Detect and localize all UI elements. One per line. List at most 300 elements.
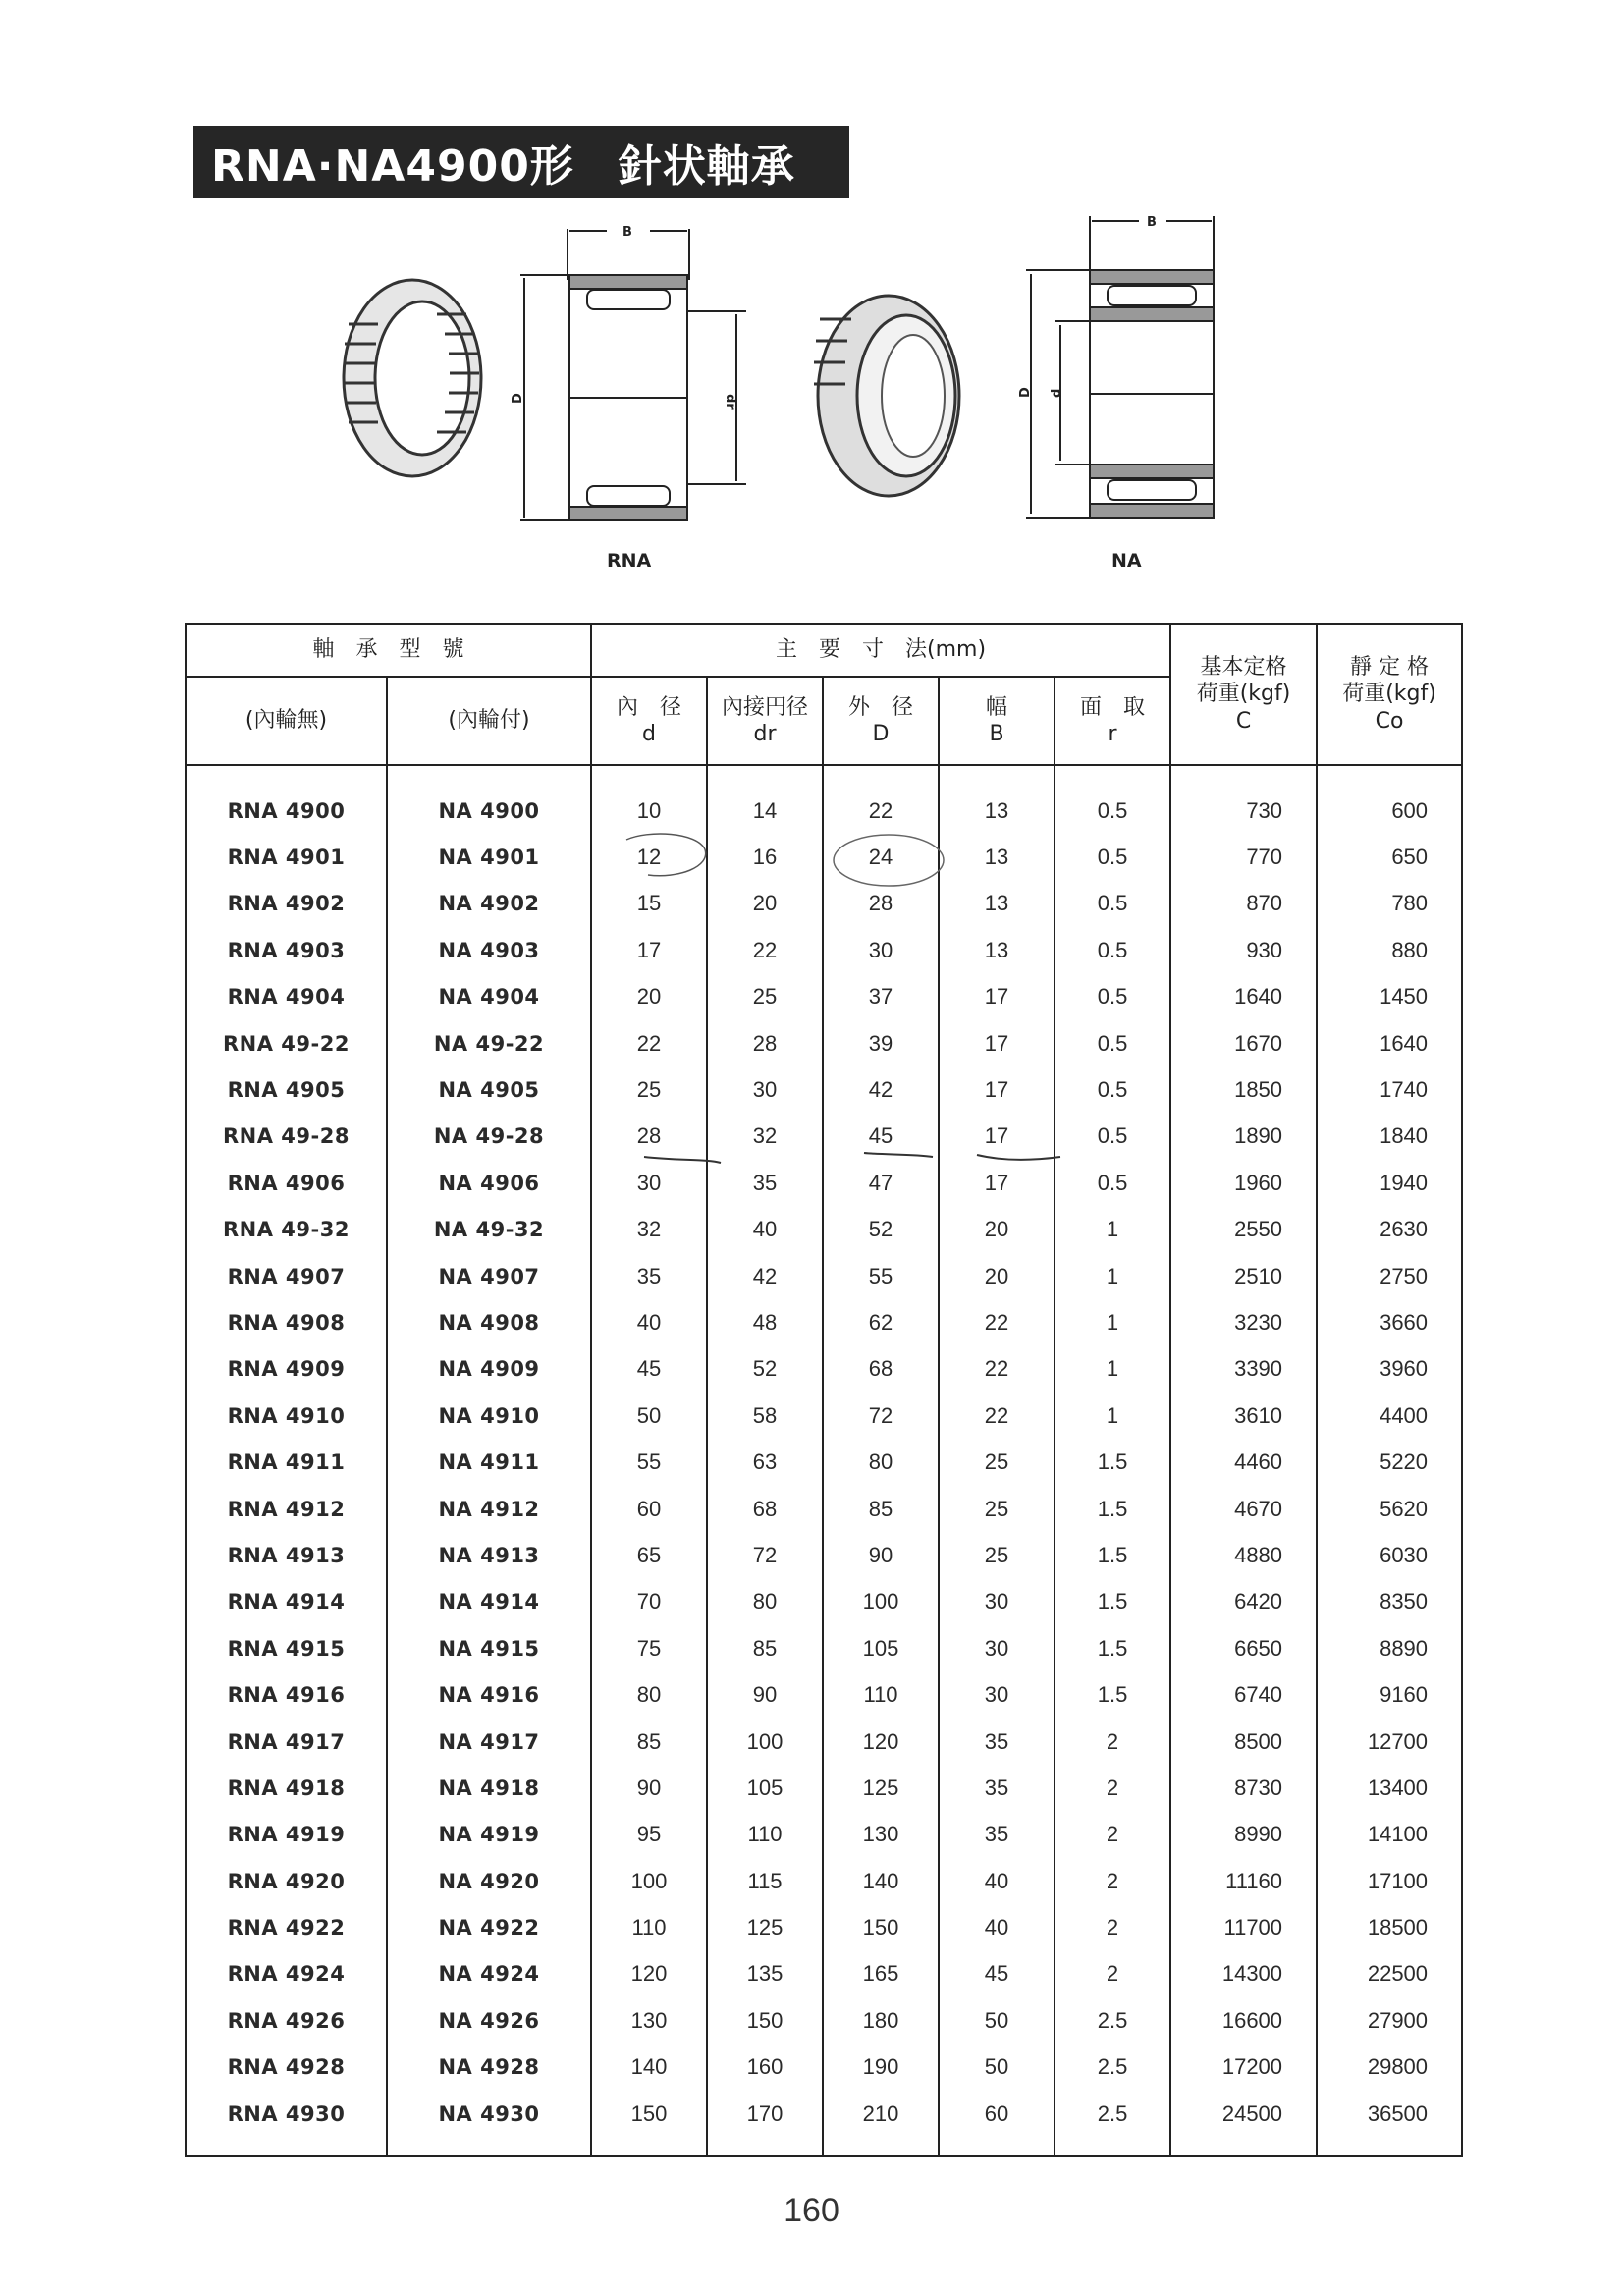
cell-static-load: 36500 (1317, 2091, 1462, 2137)
cell-outer-diameter: 52 (823, 1207, 939, 1253)
header-bearing-model: 軸 承 型 號 (186, 624, 591, 677)
cell-model-with-inner: NA 4903 (387, 927, 591, 973)
cell-inner-diameter: 140 (591, 2045, 707, 2091)
cell-model-with-inner: NA 4912 (387, 1486, 591, 1532)
cell-model-no-inner: RNA 4913 (186, 1532, 387, 1578)
cell-model-no-inner: RNA 4903 (186, 927, 387, 973)
cell-inner-diameter: 15 (591, 881, 707, 927)
cell-inner-diameter: 100 (591, 1858, 707, 1904)
cell-inner-diameter: 17 (591, 927, 707, 973)
cell-inscribed-diameter: 16 (707, 834, 823, 880)
na-outer-d-label: D (1018, 387, 1033, 398)
cell-outer-diameter: 125 (823, 1765, 939, 1811)
cell-chamfer: 1.5 (1055, 1486, 1170, 1532)
cell-chamfer: 2 (1055, 1951, 1170, 1997)
cell-inscribed-diameter: 170 (707, 2091, 823, 2137)
cell-chamfer: 1 (1055, 1346, 1170, 1393)
cell-model-with-inner: NA 4905 (387, 1066, 591, 1113)
cell-outer-diameter: 165 (823, 1951, 939, 1997)
page-number: 160 (784, 2192, 839, 2229)
rna-d-label: D (511, 393, 525, 404)
cell-inner-diameter: 150 (591, 2091, 707, 2137)
table-row (186, 1439, 1462, 1485)
cell-inscribed-diameter: 14 (707, 788, 823, 834)
cell-model-no-inner: RNA 4905 (186, 1066, 387, 1113)
header-without-inner-ring: (內輪無) (186, 677, 387, 765)
cell-outer-diameter: 72 (823, 1393, 939, 1439)
cell-outer-diameter: 190 (823, 2045, 939, 2091)
cell-static-load: 3960 (1317, 1346, 1462, 1393)
cell-dynamic-load: 1890 (1170, 1114, 1317, 1160)
cell-inscribed-diameter: 80 (707, 1579, 823, 1625)
table-row (186, 1532, 1462, 1578)
table-row (186, 1160, 1462, 1206)
cell-inscribed-diameter: 115 (707, 1858, 823, 1904)
cell-width: 45 (939, 1951, 1055, 1997)
cell-chamfer: 2 (1055, 1765, 1170, 1811)
header-inner-diameter: 內 径 d (591, 677, 707, 765)
cell-static-load: 8890 (1317, 1625, 1462, 1671)
cell-chamfer: 0.5 (1055, 1114, 1170, 1160)
cell-inner-diameter: 50 (591, 1393, 707, 1439)
bearing-spec-table (185, 623, 1463, 2157)
cell-outer-diameter: 105 (823, 1625, 939, 1671)
table-row (186, 834, 1462, 880)
cell-width: 17 (939, 974, 1055, 1020)
cell-width: 50 (939, 1997, 1055, 2044)
cell-static-load: 18500 (1317, 1904, 1462, 1950)
cell-dynamic-load: 6650 (1170, 1625, 1317, 1671)
cell-dynamic-load: 930 (1170, 927, 1317, 973)
cell-model-no-inner: RNA 4909 (186, 1346, 387, 1393)
cell-outer-diameter: 42 (823, 1066, 939, 1113)
cell-dynamic-load: 11160 (1170, 1858, 1317, 1904)
cell-outer-diameter: 140 (823, 1858, 939, 1904)
cell-static-load: 1450 (1317, 974, 1462, 1020)
cell-width: 35 (939, 1765, 1055, 1811)
header-basic-dynamic-load: 基本定格 荷重(kgf) C (1170, 624, 1317, 765)
cell-model-no-inner: RNA 4926 (186, 1997, 387, 2044)
cell-inner-diameter: 45 (591, 1346, 707, 1393)
cell-dynamic-load: 2550 (1170, 1207, 1317, 1253)
cell-model-with-inner: NA 4906 (387, 1160, 591, 1206)
table-row (186, 1299, 1462, 1345)
table-row (186, 1671, 1462, 1718)
page-title: RNA·NA4900形 針状軸承 (193, 126, 849, 198)
cell-dynamic-load: 4460 (1170, 1439, 1317, 1485)
cell-dynamic-load: 770 (1170, 834, 1317, 880)
cell-chamfer: 2.5 (1055, 1997, 1170, 2044)
cell-outer-diameter: 130 (823, 1812, 939, 1858)
cell-inscribed-diameter: 125 (707, 1904, 823, 1950)
cell-model-with-inner: NA 4904 (387, 974, 591, 1020)
cell-outer-diameter: 110 (823, 1671, 939, 1718)
cell-inner-diameter: 10 (591, 788, 707, 834)
cell-static-load: 4400 (1317, 1393, 1462, 1439)
cell-model-with-inner: NA 4907 (387, 1253, 591, 1299)
cell-inner-diameter: 55 (591, 1439, 707, 1485)
cell-outer-diameter: 22 (823, 788, 939, 834)
cell-inner-diameter: 110 (591, 1904, 707, 1950)
cell-dynamic-load: 4880 (1170, 1532, 1317, 1578)
cell-chamfer: 0.5 (1055, 881, 1170, 927)
cell-static-load: 1940 (1317, 1160, 1462, 1206)
cell-model-with-inner: NA 4908 (387, 1299, 591, 1345)
cell-outer-diameter: 68 (823, 1346, 939, 1393)
table-row (186, 1114, 1462, 1160)
cell-inner-diameter: 32 (591, 1207, 707, 1253)
cell-model-with-inner: NA 4924 (387, 1951, 591, 1997)
cell-width: 13 (939, 927, 1055, 973)
rna-dr-label: dr (723, 394, 737, 410)
cell-model-no-inner: RNA 4930 (186, 2091, 387, 2137)
cell-static-load: 6030 (1317, 1532, 1462, 1578)
header-basic-static-load: 靜 定 格 荷重(kgf) Co (1317, 624, 1462, 765)
cell-inner-diameter: 85 (591, 1719, 707, 1765)
cell-width: 25 (939, 1486, 1055, 1532)
cell-width: 40 (939, 1904, 1055, 1950)
cell-width: 40 (939, 1858, 1055, 1904)
cell-dynamic-load: 17200 (1170, 2045, 1317, 2091)
cell-model-no-inner: RNA 49-32 (186, 1207, 387, 1253)
cell-chamfer: 1.5 (1055, 1439, 1170, 1485)
cell-outer-diameter: 37 (823, 974, 939, 1020)
cell-inner-diameter: 75 (591, 1625, 707, 1671)
cell-chamfer: 1 (1055, 1207, 1170, 1253)
header-inscribed-diameter: 內接円径 dr (707, 677, 823, 765)
table-row (186, 1066, 1462, 1113)
cell-dynamic-load: 1960 (1170, 1160, 1317, 1206)
cell-static-load: 29800 (1317, 2045, 1462, 2091)
cell-model-no-inner: RNA 4922 (186, 1904, 387, 1950)
cell-width: 20 (939, 1207, 1055, 1253)
cell-model-no-inner: RNA 4915 (186, 1625, 387, 1671)
rna-section-drawing (511, 221, 746, 535)
cell-static-load: 1840 (1317, 1114, 1462, 1160)
cell-model-no-inner: RNA 4924 (186, 1951, 387, 1997)
na-caption: NA (1111, 550, 1142, 572)
cell-inner-diameter: 130 (591, 1997, 707, 2044)
cell-inscribed-diameter: 160 (707, 2045, 823, 2091)
cell-inner-diameter: 70 (591, 1579, 707, 1625)
cell-model-with-inner: NA 4914 (387, 1579, 591, 1625)
cell-outer-diameter: 100 (823, 1579, 939, 1625)
table-row (186, 1207, 1462, 1253)
cell-model-no-inner: RNA 4917 (186, 1719, 387, 1765)
cell-inner-diameter: 40 (591, 1299, 707, 1345)
table-row (186, 974, 1462, 1020)
cell-inner-diameter: 35 (591, 1253, 707, 1299)
cell-chamfer: 1.5 (1055, 1579, 1170, 1625)
header-chamfer: 面 取 r (1055, 677, 1170, 765)
cell-model-no-inner: RNA 4916 (186, 1671, 387, 1718)
cell-width: 35 (939, 1812, 1055, 1858)
cell-dynamic-load: 6740 (1170, 1671, 1317, 1718)
cell-static-load: 780 (1317, 881, 1462, 927)
cell-dynamic-load: 8730 (1170, 1765, 1317, 1811)
cell-inscribed-diameter: 28 (707, 1020, 823, 1066)
cell-outer-diameter: 39 (823, 1020, 939, 1066)
cell-dynamic-load: 870 (1170, 881, 1317, 927)
cell-inner-diameter: 90 (591, 1765, 707, 1811)
cell-width: 13 (939, 834, 1055, 880)
cell-static-load: 2630 (1317, 1207, 1462, 1253)
cell-model-with-inner: NA 49-22 (387, 1020, 591, 1066)
cell-model-with-inner: NA 4915 (387, 1625, 591, 1671)
cell-static-load: 5220 (1317, 1439, 1462, 1485)
cell-static-load: 5620 (1317, 1486, 1462, 1532)
cell-model-no-inner: RNA 4918 (186, 1765, 387, 1811)
cell-static-load: 8350 (1317, 1579, 1462, 1625)
cell-inscribed-diameter: 48 (707, 1299, 823, 1345)
cell-width: 50 (939, 2045, 1055, 2091)
cell-outer-diameter: 45 (823, 1114, 939, 1160)
cell-inner-diameter: 28 (591, 1114, 707, 1160)
cell-chamfer: 1.5 (1055, 1671, 1170, 1718)
cell-inner-diameter: 60 (591, 1486, 707, 1532)
table-row (186, 1951, 1462, 1997)
cell-model-no-inner: RNA 4900 (186, 788, 387, 834)
cell-model-with-inner: NA 4916 (387, 1671, 591, 1718)
cell-inscribed-diameter: 150 (707, 1997, 823, 2044)
cell-outer-diameter: 24 (823, 834, 939, 880)
table-row (186, 1393, 1462, 1439)
cell-model-no-inner: RNA 4919 (186, 1812, 387, 1858)
cell-model-with-inner: NA 4918 (387, 1765, 591, 1811)
cell-static-load: 27900 (1317, 1997, 1462, 2044)
table-row (186, 1997, 1462, 2044)
table-row (186, 927, 1462, 973)
cell-static-load: 3660 (1317, 1299, 1462, 1345)
rna-caption: RNA (607, 550, 652, 572)
cell-inner-diameter: 120 (591, 1951, 707, 1997)
cell-static-load: 1640 (1317, 1020, 1462, 1066)
cell-width: 30 (939, 1625, 1055, 1671)
cell-model-with-inner: NA 4922 (387, 1904, 591, 1950)
cell-width: 13 (939, 788, 1055, 834)
cell-inscribed-diameter: 20 (707, 881, 823, 927)
cell-model-with-inner: NA 49-32 (387, 1207, 591, 1253)
cell-dynamic-load: 11700 (1170, 1904, 1317, 1950)
cell-model-with-inner: NA 4926 (387, 1997, 591, 2044)
cell-inscribed-diameter: 22 (707, 927, 823, 973)
na-b-label: B (1147, 215, 1157, 230)
cell-chamfer: 1 (1055, 1253, 1170, 1299)
cell-width: 17 (939, 1020, 1055, 1066)
cell-inscribed-diameter: 25 (707, 974, 823, 1020)
cell-width: 17 (939, 1114, 1055, 1160)
table-row (186, 1253, 1462, 1299)
cell-model-with-inner: NA 4901 (387, 834, 591, 880)
cell-dynamic-load: 6420 (1170, 1579, 1317, 1625)
cell-outer-diameter: 28 (823, 881, 939, 927)
cell-chamfer: 1 (1055, 1299, 1170, 1345)
cell-model-with-inner: NA 4902 (387, 881, 591, 927)
cell-model-with-inner: NA 4920 (387, 1858, 591, 1904)
cell-static-load: 22500 (1317, 1951, 1462, 1997)
cell-dynamic-load: 24500 (1170, 2091, 1317, 2137)
cell-dynamic-load: 8990 (1170, 1812, 1317, 1858)
cell-inscribed-diameter: 90 (707, 1671, 823, 1718)
cell-inscribed-diameter: 105 (707, 1765, 823, 1811)
cell-inner-diameter: 25 (591, 1066, 707, 1113)
cell-dynamic-load: 3390 (1170, 1346, 1317, 1393)
header-with-inner-ring: (內輪付) (387, 677, 591, 765)
cell-chamfer: 0.5 (1055, 974, 1170, 1020)
table-row (186, 1904, 1462, 1950)
cell-model-no-inner: RNA 4914 (186, 1579, 387, 1625)
table-row (186, 881, 1462, 927)
cell-inner-diameter: 30 (591, 1160, 707, 1206)
cell-width: 60 (939, 2091, 1055, 2137)
cell-model-no-inner: RNA 4910 (186, 1393, 387, 1439)
cell-dynamic-load: 730 (1170, 788, 1317, 834)
table-row (186, 1858, 1462, 1904)
header-outer-diameter: 外 径 D (823, 677, 939, 765)
cell-chamfer: 1 (1055, 1393, 1170, 1439)
cell-static-load: 1740 (1317, 1066, 1462, 1113)
cell-inscribed-diameter: 58 (707, 1393, 823, 1439)
cell-inscribed-diameter: 100 (707, 1719, 823, 1765)
cell-width: 25 (939, 1439, 1055, 1485)
cell-inscribed-diameter: 68 (707, 1486, 823, 1532)
cell-static-load: 880 (1317, 927, 1462, 973)
cell-static-load: 2750 (1317, 1253, 1462, 1299)
cell-model-with-inner: NA 4919 (387, 1812, 591, 1858)
cell-dynamic-load: 14300 (1170, 1951, 1317, 1997)
cell-chamfer: 0.5 (1055, 1020, 1170, 1066)
cell-chamfer: 2.5 (1055, 2091, 1170, 2137)
cell-model-with-inner: NA 4913 (387, 1532, 591, 1578)
cell-model-no-inner: RNA 4904 (186, 974, 387, 1020)
na-bearing-photo (790, 280, 967, 520)
cell-model-with-inner: NA 4911 (387, 1439, 591, 1485)
cell-outer-diameter: 90 (823, 1532, 939, 1578)
cell-dynamic-load: 4670 (1170, 1486, 1317, 1532)
cell-chamfer: 2 (1055, 1812, 1170, 1858)
cell-dynamic-load: 8500 (1170, 1719, 1317, 1765)
cell-inscribed-diameter: 110 (707, 1812, 823, 1858)
cell-outer-diameter: 150 (823, 1904, 939, 1950)
cell-static-load: 12700 (1317, 1719, 1462, 1765)
cell-inscribed-diameter: 72 (707, 1532, 823, 1578)
cell-dynamic-load: 3230 (1170, 1299, 1317, 1345)
cell-dynamic-load: 2510 (1170, 1253, 1317, 1299)
cell-static-load: 17100 (1317, 1858, 1462, 1904)
cell-width: 35 (939, 1719, 1055, 1765)
cell-width: 30 (939, 1579, 1055, 1625)
cell-model-no-inner: RNA 4906 (186, 1160, 387, 1206)
cell-chamfer: 0.5 (1055, 788, 1170, 834)
cell-width: 13 (939, 881, 1055, 927)
cell-width: 25 (939, 1532, 1055, 1578)
cell-dynamic-load: 1850 (1170, 1066, 1317, 1113)
cell-inscribed-diameter: 30 (707, 1066, 823, 1113)
cell-chamfer: 2 (1055, 1858, 1170, 1904)
cell-inscribed-diameter: 42 (707, 1253, 823, 1299)
cell-outer-diameter: 85 (823, 1486, 939, 1532)
cell-model-no-inner: RNA 4901 (186, 834, 387, 880)
header-width: 幅 B (939, 677, 1055, 765)
cell-width: 22 (939, 1299, 1055, 1345)
table-row (186, 1020, 1462, 1066)
cell-model-no-inner: RNA 4920 (186, 1858, 387, 1904)
cell-model-with-inner: NA 4910 (387, 1393, 591, 1439)
cell-model-no-inner: RNA 49-22 (186, 1020, 387, 1066)
na-section-drawing (1011, 211, 1227, 525)
cell-dynamic-load: 1640 (1170, 974, 1317, 1020)
cell-model-with-inner: NA 49-28 (387, 1114, 591, 1160)
cell-outer-diameter: 210 (823, 2091, 939, 2137)
cell-inscribed-diameter: 35 (707, 1160, 823, 1206)
cell-static-load: 600 (1317, 788, 1462, 834)
cell-inscribed-diameter: 85 (707, 1625, 823, 1671)
cell-width: 17 (939, 1160, 1055, 1206)
table-row (186, 1765, 1462, 1811)
cell-width: 20 (939, 1253, 1055, 1299)
table-row (186, 2045, 1462, 2091)
cell-inscribed-diameter: 32 (707, 1114, 823, 1160)
cell-outer-diameter: 30 (823, 927, 939, 973)
cell-model-no-inner: RNA 4902 (186, 881, 387, 927)
cell-model-with-inner: NA 4928 (387, 2045, 591, 2091)
cell-width: 17 (939, 1066, 1055, 1113)
cell-inner-diameter: 22 (591, 1020, 707, 1066)
cell-dynamic-load: 1670 (1170, 1020, 1317, 1066)
cell-model-no-inner: RNA 4911 (186, 1439, 387, 1485)
cell-chamfer: 0.5 (1055, 834, 1170, 880)
cell-outer-diameter: 55 (823, 1253, 939, 1299)
rna-b-label: B (622, 225, 632, 240)
cell-model-no-inner: RNA 4928 (186, 2045, 387, 2091)
cell-chamfer: 0.5 (1055, 1066, 1170, 1113)
cell-model-no-inner: RNA 4908 (186, 1299, 387, 1345)
cell-model-no-inner: RNA 4912 (186, 1486, 387, 1532)
cell-inscribed-diameter: 135 (707, 1951, 823, 1997)
cell-outer-diameter: 180 (823, 1997, 939, 2044)
cell-inner-diameter: 65 (591, 1532, 707, 1578)
cell-chamfer: 2 (1055, 1904, 1170, 1950)
cell-static-load: 14100 (1317, 1812, 1462, 1858)
cell-outer-diameter: 62 (823, 1299, 939, 1345)
table-row (186, 1346, 1462, 1393)
cell-width: 30 (939, 1671, 1055, 1718)
cell-inner-diameter: 20 (591, 974, 707, 1020)
cell-model-no-inner: RNA 49-28 (186, 1114, 387, 1160)
cell-model-with-inner: NA 4900 (387, 788, 591, 834)
table-row (186, 1579, 1462, 1625)
cell-chamfer: 2 (1055, 1719, 1170, 1765)
cell-model-no-inner: RNA 4907 (186, 1253, 387, 1299)
cell-inscribed-diameter: 40 (707, 1207, 823, 1253)
table-row (186, 1812, 1462, 1858)
cell-dynamic-load: 3610 (1170, 1393, 1317, 1439)
cell-outer-diameter: 47 (823, 1160, 939, 1206)
cell-inscribed-diameter: 63 (707, 1439, 823, 1485)
cell-width: 22 (939, 1393, 1055, 1439)
cell-inscribed-diameter: 52 (707, 1346, 823, 1393)
cell-inner-diameter: 95 (591, 1812, 707, 1858)
table-row (186, 1486, 1462, 1532)
cell-chamfer: 1.5 (1055, 1625, 1170, 1671)
cell-inner-diameter: 80 (591, 1671, 707, 1718)
cell-chamfer: 1.5 (1055, 1532, 1170, 1578)
table-row (186, 2091, 1462, 2137)
header-main-dimensions: 主 要 寸 法(mm) (591, 624, 1170, 677)
cell-static-load: 13400 (1317, 1765, 1462, 1811)
table-row (186, 1625, 1462, 1671)
cell-chamfer: 0.5 (1055, 927, 1170, 973)
